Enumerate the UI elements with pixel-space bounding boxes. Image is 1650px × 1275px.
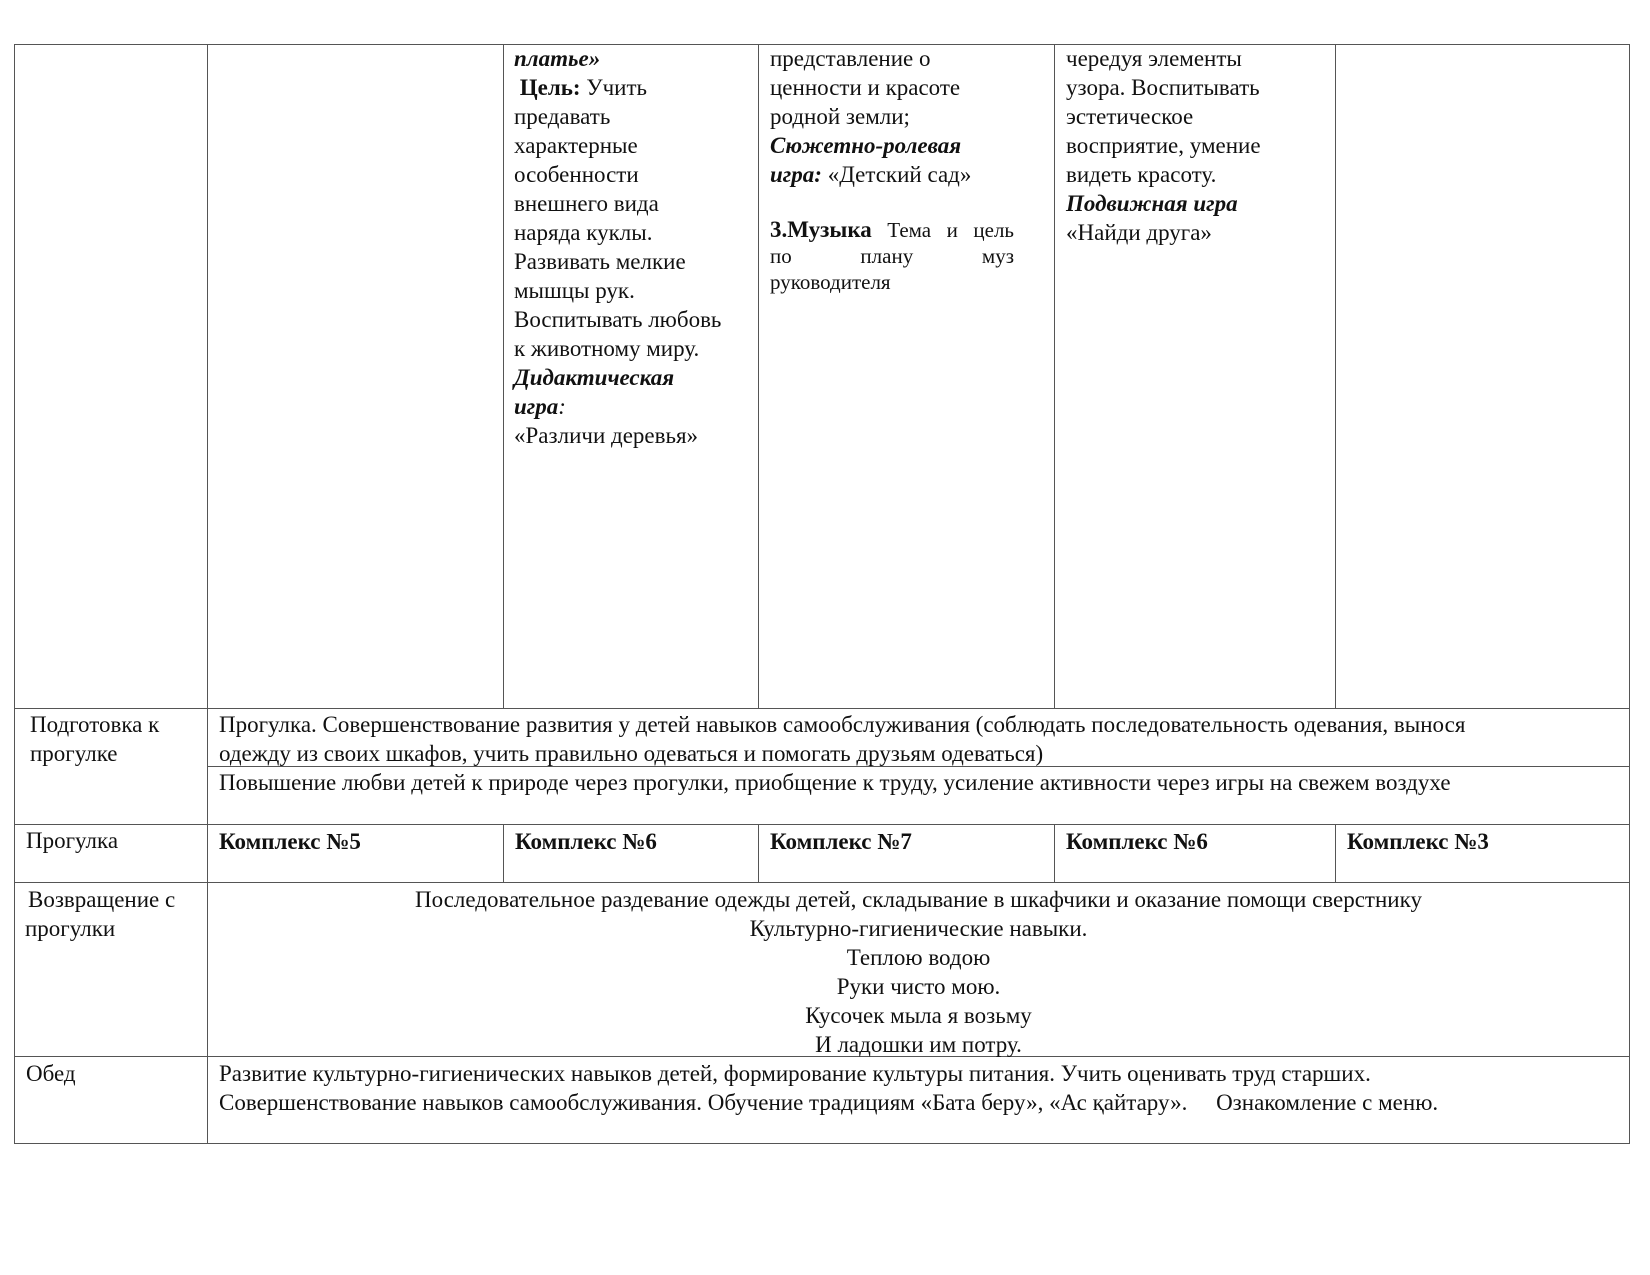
table-border-right [1629, 44, 1630, 1144]
text-line: эстетическое [1066, 104, 1194, 129]
goal-text-line: характерные [514, 133, 638, 158]
poem-line: Руки чисто мою. [836, 974, 1001, 999]
text-line: ценности и красоте [770, 75, 961, 100]
didactic-game-colon: : [558, 394, 566, 419]
walk-complex: Комплекс №6 [515, 829, 657, 854]
prep-label-line: Подготовка к [30, 712, 160, 737]
column-divider-5-top [1335, 44, 1336, 709]
music-line: по плану муз [770, 244, 1014, 268]
return-description [208, 885, 1629, 1059]
didactic-game-name: «Различи деревья» [514, 423, 699, 448]
activity-title-end: платье» [514, 46, 601, 71]
lunch-description [219, 1059, 1624, 1117]
didactic-game-label: Дидактическая [514, 365, 675, 390]
table-border-bottom [14, 1143, 1630, 1144]
goal-line [514, 73, 754, 102]
text-line: видеть красоту. [1066, 162, 1217, 187]
column-divider-3-walk [758, 824, 759, 883]
goal-text-line: особенности [514, 162, 639, 187]
outdoor-game-label: Подвижная игра [1066, 191, 1238, 216]
role-game-line [770, 160, 1014, 189]
walk-complex: Комплекс №6 [1066, 829, 1208, 854]
prep-label-line: прогулке [30, 741, 118, 766]
goal-text-line: наряда куклы. [514, 220, 653, 245]
poem-line: И ладошки им потру. [815, 1032, 1022, 1057]
text-line: представление о [770, 46, 931, 71]
role-game-label: Сюжетно-ролевая [770, 133, 962, 158]
prep-line: одежду из своих шкафов, учить правильно одеваться и помогать друзьям одеваться) [219, 741, 1044, 766]
column-divider-4-top [1054, 44, 1055, 709]
text-line: чередуя элементы [1066, 46, 1242, 71]
goal-text-line: мышцы рук. [514, 278, 635, 303]
activity-cell-col3 [514, 44, 754, 450]
return-line: Культурно-гигиенические навыки. [749, 916, 1088, 941]
walk-complex: Комплекс №3 [1347, 829, 1489, 854]
text-line: узора. Воспитывать [1066, 75, 1260, 100]
poem-line: Теплою водою [846, 945, 991, 970]
didactic-game-label-word: игра [514, 394, 559, 419]
prep-line: Повышение любви детей к природе через прогулки, приобщение к труду, усиление активности через игры на свежем воздухе [219, 770, 1451, 795]
return-line: Последовательное раздевание одежды детей, складывание в шкафчики и оказание помощи сверстнику [415, 887, 1422, 912]
goal-text-line: к животному миру. [514, 336, 700, 361]
walk-label: Прогулка [26, 828, 119, 853]
prep-benefits [219, 768, 1624, 797]
return-label-line: прогулки [25, 916, 116, 941]
goal-text-line: Развивать мелкие [514, 249, 686, 274]
return-label-line: Возвращение с [28, 887, 176, 912]
goal-label: Цель: [519, 75, 581, 100]
goal-text-line: Воспитывать любовь [514, 307, 722, 332]
prep-line: Прогулка. Совершенствование развития у детей навыков самообслуживания (соблюдать последовательность одевания, вынося [219, 712, 1466, 737]
row-divider-prep [14, 708, 1630, 709]
column-divider-4-walk [1054, 824, 1055, 883]
didactic-game-label-line [514, 392, 754, 421]
column-divider-5-walk [1335, 824, 1336, 883]
column-divider-3-top [758, 44, 759, 709]
outdoor-game-name: «Найди друга» [1066, 220, 1212, 245]
walk-complex: Комплекс №7 [770, 829, 912, 854]
row-divider-return [14, 882, 1630, 883]
music-line: руководителя [770, 270, 891, 294]
walk-complex: Комплекс №5 [219, 829, 361, 854]
lunch-line: Совершенствование навыков самообслуживания. Обучение традициям «Бата беру», «Ас қайтару». Ознакомление с меню. [219, 1090, 1439, 1115]
music-label: 3.Музыка [770, 217, 872, 242]
text-line: родной земли; [770, 104, 910, 129]
goal-text: Учить [586, 75, 648, 100]
poem-line: Кусочек мыла я возьму [805, 1003, 1032, 1028]
return-label [25, 885, 204, 943]
prep-description [219, 710, 1624, 768]
goal-text-line: предавать [514, 104, 611, 129]
text-line: восприятие, умение [1066, 133, 1261, 158]
column-divider-2-top [503, 44, 504, 709]
lunch-line: Развитие культурно-гигиенических навыков детей, формирование культуры питания. Учить оценивать труд старших. [219, 1061, 1371, 1086]
row-divider-walk [14, 824, 1630, 825]
column-divider-2-walk [503, 824, 504, 883]
music-block [770, 217, 1014, 295]
activity-cell-col4 [770, 44, 1014, 295]
goal-text-line: внешнего вида [514, 191, 659, 216]
role-game-label-word: игра: [770, 162, 822, 187]
role-game-name: «Детский сад» [821, 162, 972, 187]
music-text: Тема и цель [887, 218, 1015, 242]
activity-cell-col5 [1066, 44, 1328, 247]
music-line [770, 217, 1014, 243]
prep-label [30, 710, 205, 768]
table-border-left [14, 44, 15, 1144]
lunch-label: Обед [26, 1061, 76, 1086]
